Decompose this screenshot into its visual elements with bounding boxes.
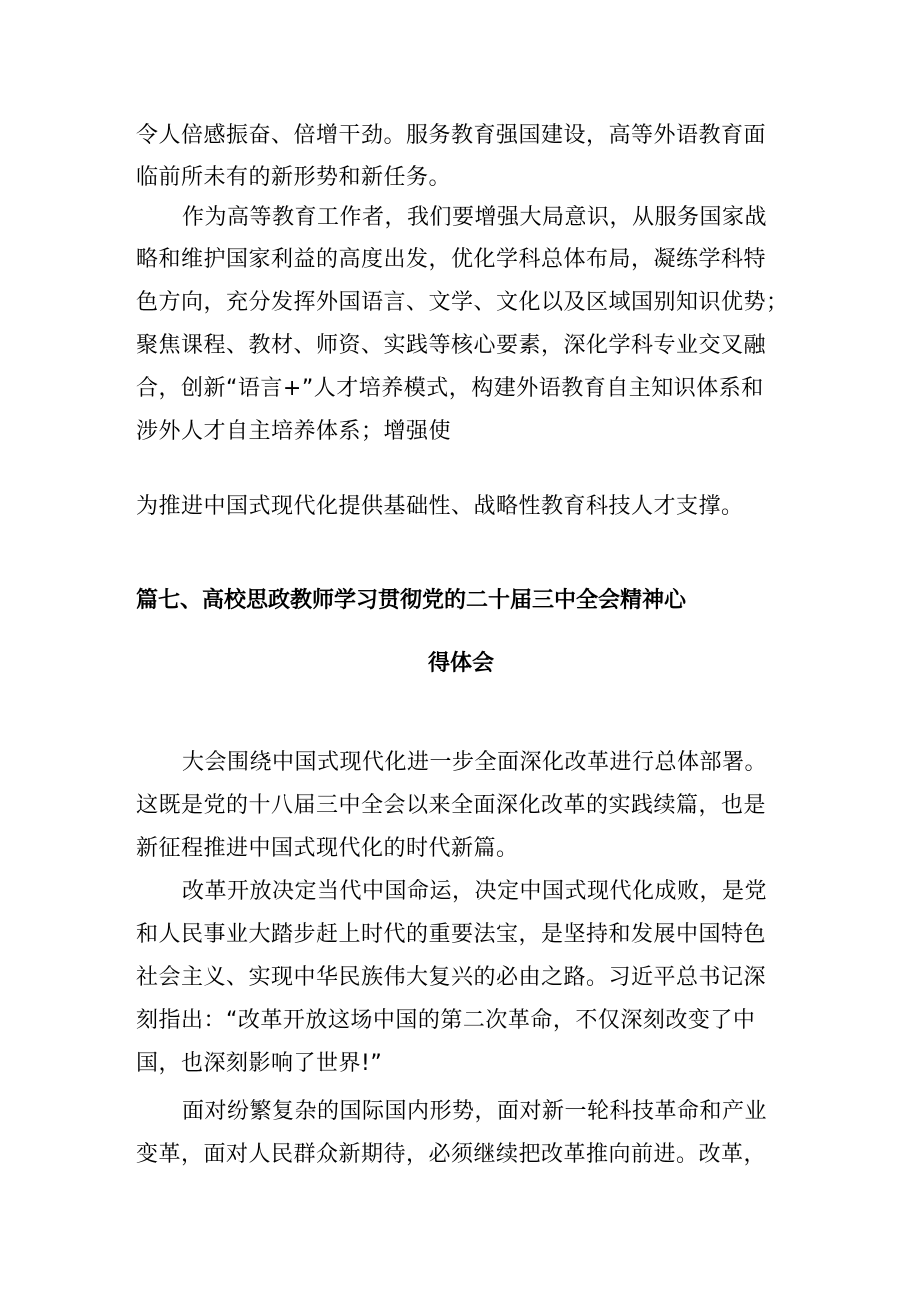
- text-line: 临前所未有的新形势和新任务。: [136, 165, 452, 190]
- text-line: 刻指出：“改革开放这场中国的第二次革命，不仅深刻改变了中: [136, 1008, 756, 1033]
- text-line: 为推进中国式现代化提供基础性、战略性教育科技人才支撑。: [136, 494, 744, 519]
- text-line: 略和维护国家利益的高度出发，优化学科总体布局，凝练学科特: [136, 247, 767, 272]
- text-line: 合，创新“语言+”人才培养模式，构建外语教育自主知识体系和: [136, 376, 764, 401]
- text-line: 变革，面对人民群众新期待，必须继续把改革推向前进。改革，: [136, 1142, 767, 1167]
- text-line: 聚焦课程、教材、师资、实践等核心要素，深化学科专业交叉融: [136, 333, 767, 358]
- text-line: 色方向，充分发挥外国语言、文学、文化以及区域国别知识优势；: [136, 290, 789, 315]
- text-line: 大会围绕中国式现代化进一步全面深化改革进行总体部署。: [182, 750, 768, 775]
- text-line: 面对纷繁复杂的国际国内形势，面对新一轮科技革命和产业: [182, 1099, 768, 1124]
- text-line: 新征程推进中国式现代化的时代新篇。: [136, 836, 519, 861]
- text-line: 作为高等教育工作者，我们要增强大局意识，从服务国家战: [182, 205, 768, 230]
- text-line: 涉外人才自主培养体系；增强使: [136, 419, 452, 444]
- text-line: 令人倍感振奋、倍增干劲。服务教育强国建设，高等外语教育面: [136, 123, 767, 148]
- section-heading-line-2: 得体会: [428, 651, 495, 676]
- section-heading-line-1: 篇七、高校思政教师学习贯彻党的二十届三中全会精神心: [136, 588, 687, 613]
- text-line: 社会主义、实现中华民族伟大复兴的必由之路。习近平总书记深: [136, 965, 767, 990]
- text-line: 这既是党的十八届三中全会以来全面深化改革的实践续篇，也是: [136, 793, 767, 818]
- text-line: 和人民事业大踏步赶上时代的重要法宝，是坚持和发展中国特色: [136, 922, 767, 947]
- text-line: 国，也深刻影响了世界!”: [136, 1051, 383, 1076]
- text-line: 改革开放决定当代中国命运，决定中国式现代化成败，是党: [182, 879, 768, 904]
